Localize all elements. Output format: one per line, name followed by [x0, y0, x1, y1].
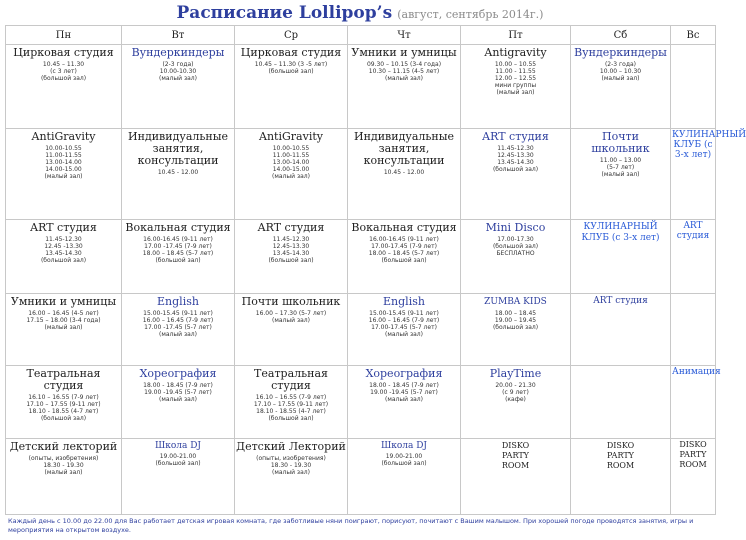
- class-details: 10.45 - 12.00: [157, 169, 199, 177]
- class-name: Индивидуальные занятия, консультации: [354, 130, 454, 168]
- class-details: 11.45-12.30 12.45-13.30 13.45-14.30 (большой зал): [492, 145, 539, 174]
- class-name: КУЛИНАРНЫЙ КЛУБ (с 3-х лет): [581, 222, 660, 244]
- class-name: Умники и умницы: [10, 295, 117, 309]
- class-name: PlayTime: [489, 366, 542, 380]
- class-details: 09.30 – 10.15 (3-4 года) 10.30 – 11.15 (4-5 лет) (малый зал): [366, 61, 442, 82]
- class-details: 10.00-10.55 11.00-11.55 13.00-14.00 14.00-15.00 (малый зал): [272, 145, 310, 181]
- class-name: ART студия: [593, 296, 648, 307]
- day-header-fri: Пт: [461, 26, 571, 45]
- class-details: 17.00-17.30 (большой зал) БЕСПЛАТНО: [492, 236, 539, 258]
- day-header-sat: Сб: [571, 26, 671, 45]
- class-cell: [348, 294, 461, 365]
- class-name: Индивидуальные занятия, консультации: [128, 130, 228, 168]
- class-name: English: [157, 295, 199, 309]
- class-name: Вокальная студия: [351, 221, 457, 235]
- schedule-row: [6, 365, 716, 439]
- class-details: 19.00-21.00 (большой зал): [155, 453, 201, 468]
- class-cell: [6, 439, 122, 515]
- class-cell: [122, 294, 235, 365]
- class-cell: [235, 220, 348, 294]
- schedule-table: [5, 25, 746, 515]
- page-title: [0, 3, 720, 23]
- class-details: (опыты, изобретения) 18.30 - 19.30 (малый зал): [28, 455, 99, 477]
- class-details: 15.00-15.45 (9-11 лет) 16.00 – 16.45 (7-9 лет) 17.00-17.45 (5-7 лет) (малый зал): [368, 310, 440, 339]
- class-name: ART студия: [257, 221, 325, 235]
- schedule-row: [6, 45, 716, 129]
- class-cell: [6, 220, 122, 294]
- day-header-sun: Вс: [671, 26, 716, 45]
- sunday-disko-cell: [671, 439, 716, 515]
- class-cell: [235, 365, 348, 439]
- class-name: Цирковая студия: [240, 46, 342, 59]
- class-details: 16.00 – 17.30 (5-7 лет) (малый зал): [255, 310, 327, 325]
- class-details: (опыты, изобретения) 18.30 - 19.30 (малый зал): [256, 455, 326, 477]
- title-main: Расписание Lollipop’s: [176, 3, 393, 23]
- class-name: Школа DJ: [154, 441, 202, 452]
- class-name: Театральная студия: [254, 366, 328, 392]
- class-details: 10.00 – 10.55 11.00 - 11.55 12.00 – 12.55 мини группы (малый зал): [494, 61, 537, 96]
- class-details: (2-3 года) 10.00 – 10.30 (малый зал): [599, 61, 642, 82]
- class-name: Вундеркиндеры: [574, 46, 667, 59]
- class-name: Цирковая студия: [13, 46, 114, 59]
- day-header-wed: Ср: [235, 26, 348, 45]
- class-details: 10.45 – 11.30 (3 -5 лет) (большой зал): [254, 61, 328, 75]
- class-details: 16.10 – 16.55 (7-9 лет) 17.10 – 17.55 (9-11 лет) 18.10 - 18.55 (4-7 лет) (большой зал): [253, 393, 329, 422]
- sunday-art-cell: [671, 220, 716, 294]
- class-details: 19.00-21.00 (большой зал): [381, 453, 427, 468]
- schedule-row: [6, 294, 716, 365]
- class-details: 18.00 - 18.45 (7-9 лет) 19.00 -19.45 (5-7 лет) (малый зал): [143, 381, 213, 403]
- class-cell: [6, 129, 122, 220]
- class-cell: [235, 439, 348, 515]
- class-details: 16.00-16.45 (9-11 лет) 17.00-17.45 (7-9 лет) 18.00 – 18.45 (5-7 лет) (большой зал): [368, 236, 440, 265]
- class-cell: [348, 439, 461, 515]
- class-name: Детский Лекторий: [236, 440, 346, 454]
- class-name: AntiGravity: [31, 130, 96, 144]
- class-name: ART студия: [482, 130, 549, 144]
- class-details: 11.45-12.30 12.45 -13.30 13.45-14.30 (большой зал): [40, 236, 87, 265]
- class-cell: [571, 129, 671, 220]
- class-name: Antigravity: [484, 46, 547, 59]
- class-cell: [571, 294, 671, 365]
- class-cell: [461, 439, 571, 515]
- sunday-animation-label: Анимация: [672, 366, 721, 377]
- class-cell: [571, 45, 671, 129]
- class-details: 20.00 - 21.30 (с 9 лет) (кафе): [495, 381, 536, 403]
- sunday-disko-label: DISKO PARTY ROOM: [679, 440, 707, 470]
- class-cell: [122, 45, 235, 129]
- class-details: 18.00 – 18.45 19.00 – 19.45 (большой зал): [492, 310, 539, 332]
- footer-note: Каждый день с 10.00 до 22.00 для Вас работает детская игровая комната, где заботливые няни поиграют, порисуют, почитают с Вашим малышом. При хорошей погоде проводятся занятия, игры и мероприятия на открытом воздухе.: [8, 517, 694, 534]
- class-cell: [235, 129, 348, 220]
- class-cell: [6, 365, 122, 439]
- class-name: Хореография: [365, 366, 443, 380]
- day-header-row: [6, 26, 716, 45]
- class-cell: [461, 220, 571, 294]
- class-name: DISKO PARTY ROOM: [501, 441, 530, 471]
- class-cell: [461, 45, 571, 129]
- sunday-art-label: ART студия: [676, 221, 710, 242]
- class-cell: [6, 45, 122, 129]
- class-cell: [6, 294, 122, 365]
- class-cell-empty: [571, 365, 671, 439]
- class-cell: [235, 294, 348, 365]
- title-subtitle: (август, сентябрь 2014г.): [397, 8, 544, 21]
- sunday-cell-empty: [671, 294, 716, 365]
- class-cell: [571, 220, 671, 294]
- schedule-row: [6, 439, 716, 515]
- class-name: ART студия: [30, 221, 97, 235]
- sunday-animation-cell: [671, 365, 721, 439]
- class-cell: [122, 365, 235, 439]
- class-details: (2-3 года) 10.00-10.30 (малый зал): [159, 61, 197, 82]
- class-cell: [122, 129, 235, 220]
- class-cell: [122, 439, 235, 515]
- class-name: DISKO PARTY ROOM: [606, 441, 635, 471]
- class-name: Театральная студия: [26, 366, 101, 392]
- class-cell: [461, 294, 571, 365]
- class-cell: [461, 365, 571, 439]
- class-name: Вокальная студия: [125, 221, 231, 235]
- schedule-row: [6, 129, 716, 220]
- sunday-cell-empty: [671, 45, 716, 129]
- class-cell: [235, 45, 348, 129]
- class-cell: [122, 220, 235, 294]
- class-details: 15.00-15.45 (9-11 лет) 16.00 – 16.45 (7-9 лет) 17.00 -17.45 (5-7 лет) (малый зал): [142, 310, 214, 339]
- class-details: 18.00 - 18.45 (7-9 лет) 19.00 -19.45 (5-7 лет) (малый зал): [369, 381, 439, 403]
- class-name: Почти школьник: [241, 295, 341, 309]
- class-details: 11.45-12.30 12.45-13.30 13.45-14.30 (большой зал): [268, 236, 314, 265]
- class-details: 16.00 – 16.45 (4-5 лет) 17.15 – 18.00 (3-4 года) (малый зал): [26, 310, 101, 332]
- class-cell: [348, 365, 461, 439]
- class-name: English: [383, 295, 425, 309]
- sunday-culinary-label: КУЛИНАРНЫЙ КЛУБ (с 3-х лет): [672, 130, 746, 161]
- schedule-row: [6, 220, 716, 294]
- class-name: ZUMBA KIDS: [484, 297, 547, 308]
- class-details: 16.00-16.45 (9-11 лет) 17.00 -17.45 (7-9 лет) 18.00 – 18.45 (5-7 лет) (большой зал): [142, 236, 214, 265]
- class-name: Умники и умницы: [351, 46, 457, 59]
- class-details: 10.45 – 11.30 (c 3 лет) (большой зал): [40, 61, 87, 82]
- class-details: 16.10 – 16.55 (7-9 лет) 17.10 – 17.55 (9-11 лет) 18.10 - 18.55 (4-7 лет) (большой зал): [26, 393, 101, 422]
- day-header-mon: Пн: [6, 26, 122, 45]
- day-header-thu: Чт: [348, 26, 461, 45]
- class-details: 10.00-10.55 11.00-11.55 13.00-14.00 14.00-15.00 (малый зал): [44, 145, 83, 181]
- class-name: Детский лекторий: [9, 440, 118, 454]
- class-cell: [461, 129, 571, 220]
- class-name: Почти школьник: [591, 130, 650, 156]
- class-cell: [348, 129, 461, 220]
- day-header-tue: Вт: [122, 26, 235, 45]
- class-name: Хореография: [139, 366, 217, 380]
- class-name: Mini Disco: [485, 221, 546, 235]
- class-cell: [348, 220, 461, 294]
- class-name: Вундеркиндеры: [131, 46, 225, 59]
- class-cell: [571, 439, 671, 515]
- class-details: 11.00 – 13.00 (5-7 лет) (малый зал): [599, 157, 642, 179]
- class-details: 10.45 - 12.00: [383, 169, 425, 177]
- class-name: Школа DJ: [380, 441, 428, 452]
- sunday-culinary-cell: [671, 129, 746, 220]
- class-name: AntiGravity: [259, 130, 323, 144]
- class-cell: [348, 45, 461, 129]
